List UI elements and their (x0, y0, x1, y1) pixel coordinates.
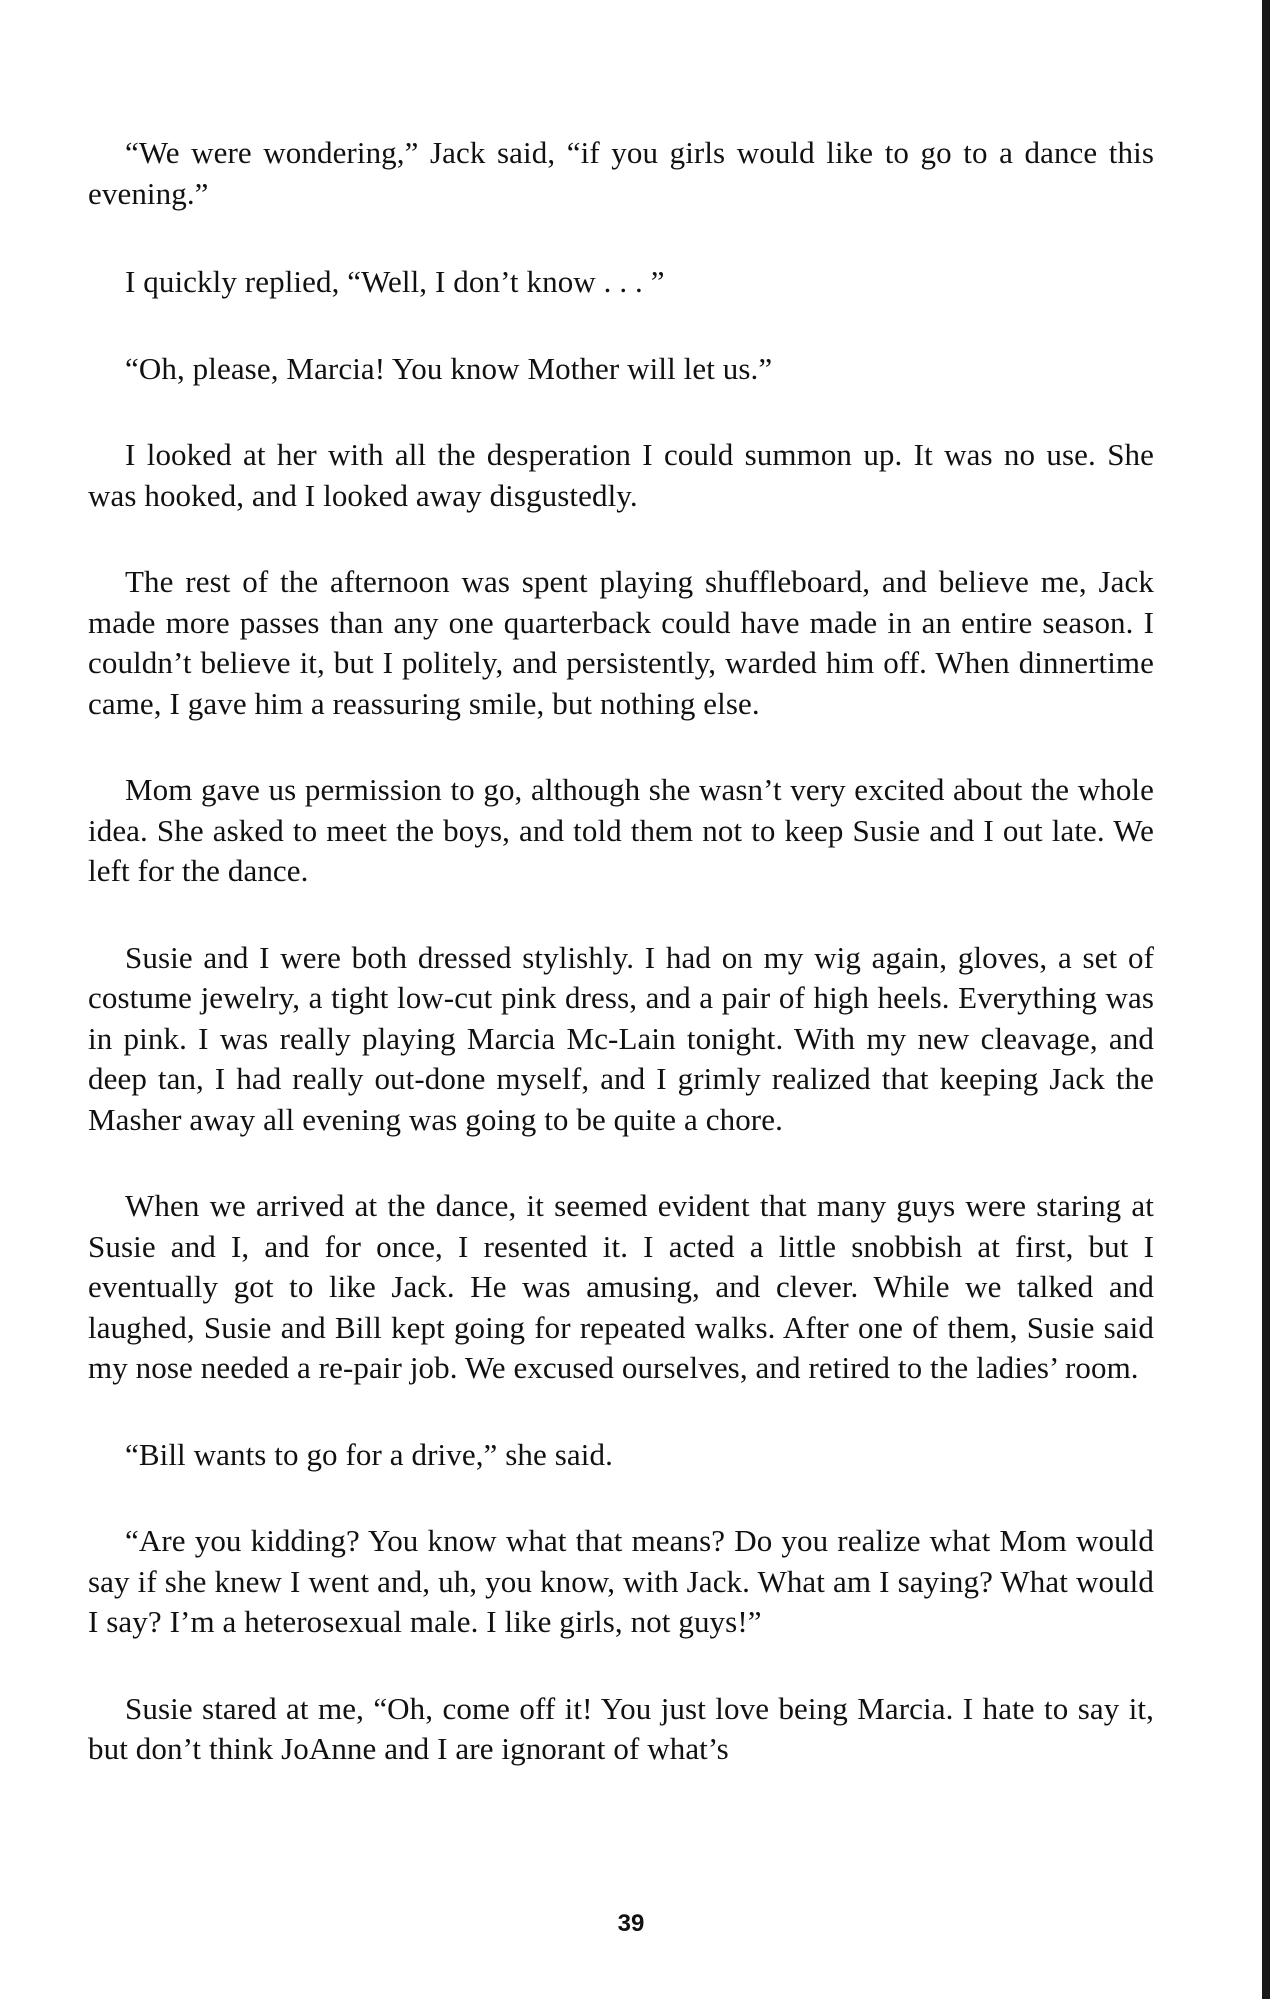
page-edge-border (1262, 0, 1270, 1999)
page-number: 39 (617, 1910, 645, 1937)
paragraph: “Oh, please, Marcia! You know Mother will let us.” (125, 350, 773, 386)
paragraph: I looked at her with all the desperation I could summon up. It was no use. She was hooked, and I looked away disgustedly. (88, 437, 1154, 513)
paragraph: Susie stared at me, “Oh, come off it! You just love being Marcia. I hate to say it, but don’t think JoAnne and I are ignorant of what’s (88, 1690, 1154, 1766)
paragraph: “Bill wants to go for a drive,” she said. (125, 1436, 613, 1472)
paragraph: Susie and I were both dressed stylishly. I had on my wig again, gloves, a set of costume jewelry, a tight low-cut pink dress, and a pair of high heels. Everything was in pink. I was really playing Marcia Mc-Lain tonight. With my new cleavage, and deep tan, I had really out-done myself, and I grimly realized that keeping Jack the Masher away all evening was going to be quite a chore. (88, 939, 1154, 1137)
paragraph: I quickly replied, “Well, I don’t know . . . ” (125, 264, 665, 299)
paragraph: “Are you kidding? You know what that means? Do you realize what Mom would say if she knew I went and, uh, you know, with Jack. What am I saying? What would I say? I’m a heterosexual male. I like girls, not guys!” (88, 1523, 1154, 1639)
page-body (88, 133, 1154, 1816)
paragraph: Mom gave us permission to go, although she wasn’t very excited about the whole idea. She asked to meet the boys, and told them not to keep Susie and I out late. We left for the dance. (88, 772, 1154, 888)
paragraph: The rest of the afternoon was spent playing shuffleboard, and believe me, Jack made more passes than any one quarterback could have made in an entire season. I couldn’t believe it, but I politely, and persistently, warded him off. When dinnertime came, I gave him a reassuring smile, but nothing else. (88, 564, 1154, 721)
paragraph: When we arrived at the dance, it seemed evident that many guys were staring at Susie and I, and for once, I resented it. I acted a little snobbish at first, but I eventually got to like Jack. He was amusing, and clever. While we talked and laughed, Susie and Bill kept going for repeated walks. After one of them, Susie said my nose needed a re-pair job. We excused ourselves, and retired to the ladies’ room. (88, 1188, 1154, 1385)
paragraph: “We were wondering,” Jack said, “if you girls would like to go to a dance this evening.” (88, 135, 1154, 211)
